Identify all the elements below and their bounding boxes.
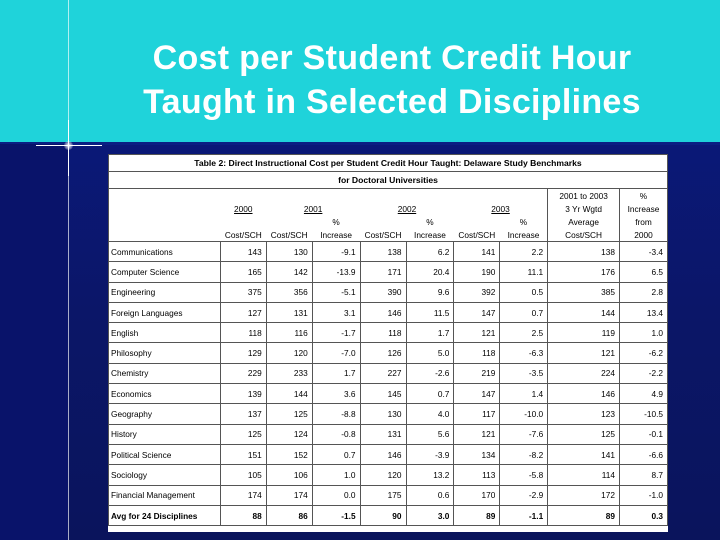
avg-cost-cell: 119 bbox=[548, 323, 620, 343]
header-year-2003: 2003 bbox=[491, 203, 510, 214]
increase-2002-cell: 5.0 bbox=[406, 343, 454, 363]
cost-2003-cell: 190 bbox=[454, 262, 500, 282]
increase-2002-cell: 5.6 bbox=[406, 424, 454, 444]
cost-2001-cell: 152 bbox=[266, 444, 312, 464]
cost-2002-cell: 145 bbox=[360, 384, 406, 404]
increase-2001-cell: 1.7 bbox=[312, 363, 360, 383]
title-divider bbox=[0, 142, 720, 145]
avg-cost-cell: 176 bbox=[548, 262, 620, 282]
cost-2001-cell: 131 bbox=[266, 302, 312, 322]
cost-2000-cell: 143 bbox=[220, 242, 266, 262]
cost-2000-cell: 127 bbox=[220, 302, 266, 322]
table-caption-line1: Table 2: Direct Instructional Cost per Student Credit Hour Taught: Delaware Study Benchmarks bbox=[109, 155, 668, 172]
increase-2001-cell: -9.1 bbox=[312, 242, 360, 262]
pct-increase-cell: 0.3 bbox=[620, 505, 668, 525]
pct-increase-cell: -3.4 bbox=[620, 242, 668, 262]
increase-2001-cell: -1.5 bbox=[312, 505, 360, 525]
increase-2002-cell: 9.6 bbox=[406, 282, 454, 302]
cost-2001-cell: 120 bbox=[266, 343, 312, 363]
table-row bbox=[109, 424, 668, 444]
cost-2002-cell: 90 bbox=[360, 505, 406, 525]
cost-2001-cell: 174 bbox=[266, 485, 312, 505]
discipline-cell: English bbox=[109, 323, 221, 343]
cost-2003-cell: 392 bbox=[454, 282, 500, 302]
cost-2000-cell: 151 bbox=[220, 444, 266, 464]
increase-2002-cell: 1.7 bbox=[406, 323, 454, 343]
avg-header-line3: Average bbox=[548, 215, 620, 228]
increase-2001-cell: 3.6 bbox=[312, 384, 360, 404]
table-row bbox=[109, 465, 668, 485]
avg-cost-cell: 123 bbox=[548, 404, 620, 424]
cost-2003-cell: 147 bbox=[454, 384, 500, 404]
header-year-2001: 2001 bbox=[303, 203, 323, 214]
pct-header-line4: 2000 bbox=[620, 228, 668, 242]
cost-2000-cell: 174 bbox=[220, 485, 266, 505]
pct-increase-cell: 2.8 bbox=[620, 282, 668, 302]
increase-2003-cell: 2.2 bbox=[500, 242, 548, 262]
benchmark-table bbox=[108, 154, 668, 526]
increase-2003-cell: -5.8 bbox=[500, 465, 548, 485]
avg-cost-cell: 385 bbox=[548, 282, 620, 302]
discipline-cell: Foreign Languages bbox=[109, 302, 221, 322]
pct-increase-cell: 13.4 bbox=[620, 302, 668, 322]
benchmark-table-container bbox=[108, 154, 668, 532]
cost-2003-cell: 141 bbox=[454, 242, 500, 262]
table-row bbox=[109, 343, 668, 363]
vertical-rule bbox=[68, 0, 69, 540]
pct-increase-cell: -6.2 bbox=[620, 343, 668, 363]
cost-2002-cell: 227 bbox=[360, 363, 406, 383]
avg-cost-cell: 172 bbox=[548, 485, 620, 505]
increase-2001-cell: -8.8 bbox=[312, 404, 360, 424]
pct-increase-cell: 8.7 bbox=[620, 465, 668, 485]
pct-increase-cell: -6.6 bbox=[620, 444, 668, 464]
table-row bbox=[109, 262, 668, 282]
pct-increase-cell: -2.2 bbox=[620, 363, 668, 383]
avg-cost-cell: 138 bbox=[548, 242, 620, 262]
pct-header-line3: from bbox=[620, 215, 668, 228]
increase-2002-cell: 6.2 bbox=[406, 242, 454, 262]
pct-increase-cell: -1.0 bbox=[620, 485, 668, 505]
cost-2003-cell: 121 bbox=[454, 424, 500, 444]
header-pct-2002: % bbox=[426, 216, 434, 227]
cost-2000-cell: 137 bbox=[220, 404, 266, 424]
cost-2002-cell: 171 bbox=[360, 262, 406, 282]
avg-cost-cell: 141 bbox=[548, 444, 620, 464]
increase-2002-cell: 3.0 bbox=[406, 505, 454, 525]
cost-2002-cell: 120 bbox=[360, 465, 406, 485]
avg-cost-cell: 125 bbox=[548, 424, 620, 444]
discipline-cell: Sociology bbox=[109, 465, 221, 485]
discipline-cell: Avg for 24 Disciplines bbox=[109, 505, 221, 525]
pct-increase-cell: -10.5 bbox=[620, 404, 668, 424]
cost-2000-cell: 229 bbox=[220, 363, 266, 383]
cost-2002-cell: 126 bbox=[360, 343, 406, 363]
increase-2003-cell: -8.2 bbox=[500, 444, 548, 464]
increase-2001-cell: -13.9 bbox=[312, 262, 360, 282]
cost-2000-cell: 375 bbox=[220, 282, 266, 302]
header-year-2002: 2002 bbox=[397, 203, 417, 214]
cost-2001-cell: 106 bbox=[266, 465, 312, 485]
slide-title bbox=[72, 36, 712, 124]
increase-2002-cell: -3.9 bbox=[406, 444, 454, 464]
increase-2003-cell: -3.5 bbox=[500, 363, 548, 383]
sparkle-icon bbox=[64, 141, 73, 150]
increase-2001-cell: 0.0 bbox=[312, 485, 360, 505]
header-increase-2001: Increase bbox=[312, 228, 360, 242]
header-cost-2002: Cost/SCH bbox=[360, 228, 406, 242]
increase-2003-cell: 1.4 bbox=[500, 384, 548, 404]
pct-header-line1: % bbox=[620, 189, 668, 203]
header-year-2000: 2000 bbox=[234, 203, 253, 214]
discipline-cell: Economics bbox=[109, 384, 221, 404]
cost-2001-cell: 356 bbox=[266, 282, 312, 302]
discipline-cell: Geography bbox=[109, 404, 221, 424]
cost-2002-cell: 390 bbox=[360, 282, 406, 302]
left-margin-panel bbox=[0, 144, 68, 540]
cost-2001-cell: 142 bbox=[266, 262, 312, 282]
cost-2002-cell: 146 bbox=[360, 302, 406, 322]
increase-2002-cell: 13.2 bbox=[406, 465, 454, 485]
avg-header-line4: Cost/SCH bbox=[548, 228, 620, 242]
increase-2002-cell: 4.0 bbox=[406, 404, 454, 424]
table-row bbox=[109, 302, 668, 322]
avg-cost-cell: 121 bbox=[548, 343, 620, 363]
table-row bbox=[109, 384, 668, 404]
discipline-cell: Political Science bbox=[109, 444, 221, 464]
cost-2002-cell: 130 bbox=[360, 404, 406, 424]
discipline-cell: Philosophy bbox=[109, 343, 221, 363]
increase-2002-cell: 11.5 bbox=[406, 302, 454, 322]
table-total-row bbox=[109, 505, 668, 525]
discipline-cell: Chemistry bbox=[109, 363, 221, 383]
pct-increase-cell: 1.0 bbox=[620, 323, 668, 343]
increase-2003-cell: 0.5 bbox=[500, 282, 548, 302]
cost-2002-cell: 146 bbox=[360, 444, 406, 464]
cost-2003-cell: 117 bbox=[454, 404, 500, 424]
avg-cost-cell: 224 bbox=[548, 363, 620, 383]
header-cost-2003: Cost/SCH bbox=[454, 228, 500, 242]
cost-2000-cell: 125 bbox=[220, 424, 266, 444]
increase-2002-cell: 0.6 bbox=[406, 485, 454, 505]
table-row bbox=[109, 404, 668, 424]
cost-2001-cell: 130 bbox=[266, 242, 312, 262]
pct-header-line2: Increase bbox=[620, 202, 668, 215]
discipline-cell: Financial Management bbox=[109, 485, 221, 505]
cost-2003-cell: 113 bbox=[454, 465, 500, 485]
cost-2002-cell: 118 bbox=[360, 323, 406, 343]
cost-2003-cell: 118 bbox=[454, 343, 500, 363]
discipline-cell: Engineering bbox=[109, 282, 221, 302]
header-pct-2001: % bbox=[332, 216, 340, 227]
cost-2001-cell: 116 bbox=[266, 323, 312, 343]
increase-2002-cell: 0.7 bbox=[406, 384, 454, 404]
pct-increase-cell: 4.9 bbox=[620, 384, 668, 404]
avg-cost-cell: 144 bbox=[548, 302, 620, 322]
increase-2001-cell: 0.7 bbox=[312, 444, 360, 464]
cost-2002-cell: 138 bbox=[360, 242, 406, 262]
increase-2003-cell: -6.3 bbox=[500, 343, 548, 363]
cost-2000-cell: 88 bbox=[220, 505, 266, 525]
cost-2003-cell: 134 bbox=[454, 444, 500, 464]
cost-2000-cell: 139 bbox=[220, 384, 266, 404]
slide-title-line1: Cost per Student Credit Hour bbox=[152, 39, 632, 77]
increase-2003-cell: -1.1 bbox=[500, 505, 548, 525]
increase-2003-cell: -10.0 bbox=[500, 404, 548, 424]
cost-2001-cell: 125 bbox=[266, 404, 312, 424]
cost-2001-cell: 144 bbox=[266, 384, 312, 404]
increase-2001-cell: -1.7 bbox=[312, 323, 360, 343]
cost-2002-cell: 175 bbox=[360, 485, 406, 505]
table-body bbox=[109, 242, 668, 526]
header-increase-2003: Increase bbox=[500, 228, 548, 242]
pct-increase-cell: 6.5 bbox=[620, 262, 668, 282]
header-pct-2003: % bbox=[519, 216, 528, 227]
table-caption-line2: for Doctoral Universities bbox=[109, 172, 668, 189]
increase-2003-cell: 0.7 bbox=[500, 302, 548, 322]
discipline-cell: Computer Science bbox=[109, 262, 221, 282]
table-row bbox=[109, 444, 668, 464]
increase-2003-cell: 11.1 bbox=[500, 262, 548, 282]
increase-2001-cell: -5.1 bbox=[312, 282, 360, 302]
increase-2001-cell: 3.1 bbox=[312, 302, 360, 322]
header-increase-2002: Increase bbox=[406, 228, 454, 242]
cost-2003-cell: 121 bbox=[454, 323, 500, 343]
cost-2003-cell: 219 bbox=[454, 363, 500, 383]
avg-cost-cell: 114 bbox=[548, 465, 620, 485]
cost-2000-cell: 105 bbox=[220, 465, 266, 485]
cost-2000-cell: 129 bbox=[220, 343, 266, 363]
increase-2002-cell: 20.4 bbox=[406, 262, 454, 282]
cost-2003-cell: 147 bbox=[454, 302, 500, 322]
table-row bbox=[109, 485, 668, 505]
avg-cost-cell: 146 bbox=[548, 384, 620, 404]
discipline-cell: Communications bbox=[109, 242, 221, 262]
cost-2001-cell: 233 bbox=[266, 363, 312, 383]
table-row bbox=[109, 323, 668, 343]
pct-increase-cell: -0.1 bbox=[620, 424, 668, 444]
cost-2000-cell: 118 bbox=[220, 323, 266, 343]
table-row bbox=[109, 282, 668, 302]
cost-2002-cell: 131 bbox=[360, 424, 406, 444]
header-cost-2001: Cost/SCH bbox=[266, 228, 312, 242]
increase-2003-cell: 2.5 bbox=[500, 323, 548, 343]
table-row bbox=[109, 242, 668, 262]
header-cost-2000: Cost/SCH bbox=[220, 228, 266, 242]
avg-cost-cell: 89 bbox=[548, 505, 620, 525]
cost-2003-cell: 170 bbox=[454, 485, 500, 505]
slide-title-line2: Taught in Selected Disciplines bbox=[143, 83, 641, 121]
discipline-cell: History bbox=[109, 424, 221, 444]
cost-2003-cell: 89 bbox=[454, 505, 500, 525]
table-row bbox=[109, 363, 668, 383]
increase-2002-cell: -2.6 bbox=[406, 363, 454, 383]
increase-2001-cell: 1.0 bbox=[312, 465, 360, 485]
cost-2000-cell: 165 bbox=[220, 262, 266, 282]
increase-2003-cell: -2.9 bbox=[500, 485, 548, 505]
increase-2001-cell: -7.0 bbox=[312, 343, 360, 363]
increase-2003-cell: -7.6 bbox=[500, 424, 548, 444]
header-blank bbox=[109, 189, 221, 203]
avg-header-line1: 2001 to 2003 bbox=[548, 189, 620, 203]
cost-2001-cell: 86 bbox=[266, 505, 312, 525]
cost-2001-cell: 124 bbox=[266, 424, 312, 444]
increase-2001-cell: -0.8 bbox=[312, 424, 360, 444]
avg-header-line2: 3 Yr Wgtd bbox=[548, 202, 620, 215]
